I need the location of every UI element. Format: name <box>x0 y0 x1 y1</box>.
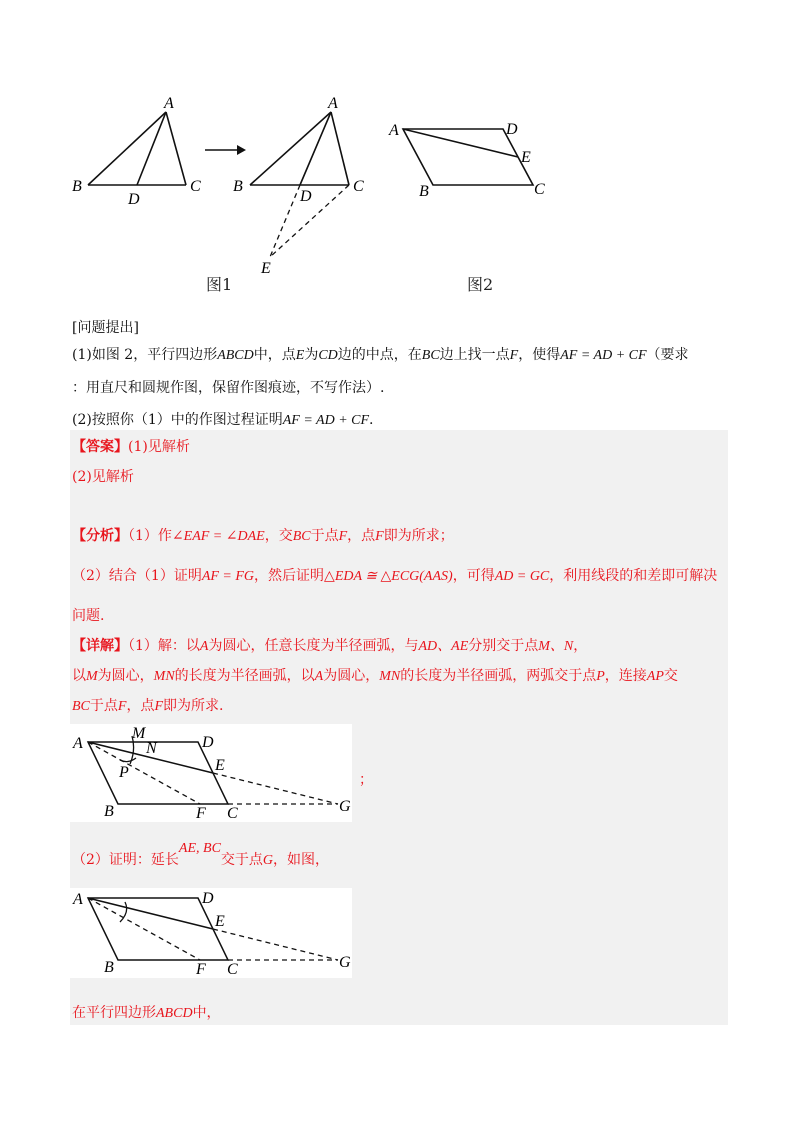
label-G: G <box>339 798 351 815</box>
answer-line-2: (2)见解析 <box>72 469 134 485</box>
analysis-line-2: （2）结合（1）证明AF = FG，然后证明△EDA ≅ △ECG(AAS)，可得AD = GC，利用线段的和差即可解决 <box>72 568 718 584</box>
answer-line-1: 【答案】(1)见解析 <box>72 439 190 455</box>
label-A: A <box>164 95 174 112</box>
label-C: C <box>227 961 238 978</box>
figure-3-suffix: ； <box>359 772 373 788</box>
detail-line-3: BC于点F，点F即为所求. <box>72 698 224 714</box>
figure-3-construction <box>70 724 352 822</box>
label-B: B <box>104 803 114 820</box>
figure-2-caption: 图2 <box>467 275 494 294</box>
figure-2-parallelogram <box>385 115 555 205</box>
label-F: F <box>196 961 206 978</box>
label-E: E <box>261 260 271 277</box>
label-N: N <box>146 740 157 757</box>
label-D: D <box>300 188 312 205</box>
label-E: E <box>521 149 531 166</box>
analysis-line-3: 问题. <box>72 608 105 624</box>
label-D: D <box>202 734 214 751</box>
label-A: A <box>389 122 399 139</box>
label-B: B <box>104 959 114 976</box>
label-P: P <box>119 764 129 781</box>
label-M: M <box>132 725 146 742</box>
label-D: D <box>202 890 214 907</box>
figure-1-triangles <box>60 90 390 285</box>
arrow-right-icon <box>205 145 246 155</box>
analysis-line-1: 【分析】（1）作∠EAF = ∠DAE，交BC于点F，点F即为所求； <box>72 528 454 544</box>
label-G: G <box>339 954 351 971</box>
detail-line-1: 【详解】（1）解：以A为圆心，任意长度为半径画弧，与AD、AE分别交于点M、N， <box>72 638 588 654</box>
label-A: A <box>328 95 338 112</box>
label-B: B <box>419 183 429 200</box>
label-C: C <box>227 805 238 822</box>
label-C: C <box>534 181 545 198</box>
label-C: C <box>190 178 201 195</box>
label-A: A <box>73 735 83 752</box>
question-1: (1)如图 2，平行四边形ABCD中，点E为CD边的中点，在BC边上找一点F，使得AF = AD + CF（要求 <box>72 347 689 363</box>
label-C: C <box>353 178 364 195</box>
label-D: D <box>506 121 518 138</box>
label-D: D <box>128 191 140 208</box>
label-F: F <box>196 805 206 822</box>
proof-line: （2）证明：延长AE, BC交于点G，如图， <box>72 841 330 868</box>
question-2: (2)按照你（1）中的作图过程证明AF = AD + CF. <box>72 412 374 428</box>
figure-1-caption: 图1 <box>206 275 233 294</box>
label-A: A <box>73 891 83 908</box>
label-B: B <box>72 178 82 195</box>
detail-line-2: 以M为圆心，MN的长度为半径画弧，以A为圆心，MN的长度为半径画弧，两弧交于点P，连接AP交 <box>72 668 678 684</box>
label-B: B <box>233 178 243 195</box>
label-E: E <box>215 757 225 774</box>
question-1-line2: ：用直尺和圆规作图，保留作图痕迹，不写作法）. <box>72 380 385 396</box>
last-line: 在平行四边形ABCD中， <box>72 1005 221 1021</box>
figure-4-proof <box>70 888 352 978</box>
problem-header: [问题提出] <box>72 320 139 336</box>
label-E: E <box>215 913 225 930</box>
